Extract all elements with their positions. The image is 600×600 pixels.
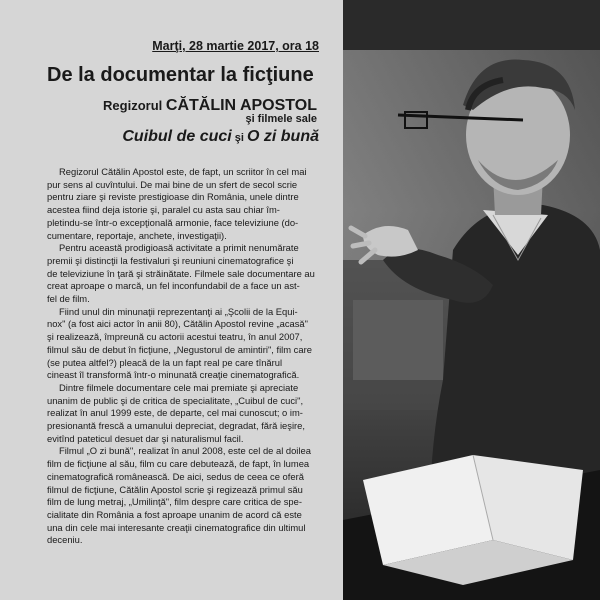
film-one-title: Cuibul de cuci [122, 128, 232, 145]
text-line: pentru ziare şi reviste prestigioase din România, unele dintre [47, 191, 299, 203]
paragraph-3 [47, 306, 329, 382]
films-line: şi filmele sale [245, 113, 317, 125]
photo-illustration [343, 0, 600, 600]
paragraph-2 [47, 242, 329, 306]
text-line: cialitate din România a fost aproape unanim de acord că este [47, 508, 302, 520]
text-line: nox" (a fost aici actor în anii 80), Cătălin Apostol revine „acasă" [47, 318, 308, 330]
text-line: film de lung metraj, „Umilinţă", film despre care critica de spe- [47, 496, 302, 508]
text-line: cumentare, reportaje, anchete, investigaţii). [47, 229, 227, 241]
text-line: creat aproape o marcă, un fel inconfundabil de a face un ast- [47, 280, 300, 292]
director-prefix: Regizorul [103, 98, 166, 113]
text-line: fel de film. [47, 293, 90, 305]
text-line: deceniu. [47, 534, 83, 546]
text-line: presionantă frescă a umanului depreciat, degradat, fără ieşire, [47, 420, 305, 432]
text-line: una din cele mai interesante creaţii cinematografice din ultimul [47, 521, 306, 533]
film-two-title: O zi bună [247, 128, 319, 145]
text-line: cinematografică românească. De aici, sedus de ceea ce oferă [47, 470, 304, 482]
text-line: (se putea altfel?) pleacă de la un fapt real pe care tînărul [47, 356, 283, 368]
film-and: şi [231, 132, 247, 144]
text-line: şi realizează, împreună cu actorii acestui teatru, în anul 2007, [47, 331, 303, 343]
paragraph-1 [47, 166, 329, 242]
text-line: film de ficţiune al său, film cu care debutează, de fapt, în lumea [47, 458, 310, 470]
director-name: CĂTĂLIN APOSTOL [165, 97, 317, 114]
film-titles [122, 128, 319, 146]
text-line: filmul său de debut în ficţiune, „Negustorul de amintiri", film care [47, 343, 312, 355]
text-line: evitînd pateticul desuet dar şi naturalismul facil. [47, 432, 244, 444]
text-line: pur sens al cuvîntului. De mai bine de un sfert de secol scrie [47, 178, 298, 190]
text-line: Regizorul Cătălin Apostol este, de fapt, un scriitor în cel mai [59, 166, 307, 177]
text-line: Dintre filmele documentare cele mai premiate şi apreciate [59, 381, 299, 393]
paragraph-4 [47, 382, 329, 446]
text-line: Pentru această prodigioasă activitate a primit nenumărate [59, 242, 299, 254]
text-line: premii şi distincţii la festivaluri şi reuniuni cinematografice şi [47, 254, 294, 266]
paragraph-5 [47, 445, 329, 547]
director-photo [343, 0, 600, 600]
text-line: realizat în anul 1999 este, de departe, cel mai cunoscut; o im- [47, 407, 303, 419]
text-line: de televiziune în ţară şi străinătate. Filmele sale documentare au [47, 267, 315, 279]
text-line: unanim de public şi de critica de specialitate, „Cuibul de cuci", [47, 394, 304, 406]
event-date: Marţi, 28 martie 2017, ora 18 [152, 39, 319, 53]
article-body [47, 166, 329, 547]
text-line: pletindu-se într-o excepţională armonie, face televiziune (do- [47, 216, 299, 228]
page-title: De la documentar la ficţiune [47, 64, 314, 86]
text-line: cineast îl transformă într-o minunată creaţie cinematografică. [47, 369, 300, 381]
text-line: filmul de ficţiune, Cătălin Apostol scrie şi regizează primul său [47, 483, 303, 495]
text-line: Fiind unul din minunaţii reprezentanţi ai „Şcolii de la Equi- [59, 305, 298, 317]
text-line: Filmul „O zi bună", realizat în anul 2008, este cel de al doilea [59, 445, 311, 457]
text-line: acestea fiind deja istorie şi, paralel cu asta sau chiar îm- [47, 204, 280, 216]
